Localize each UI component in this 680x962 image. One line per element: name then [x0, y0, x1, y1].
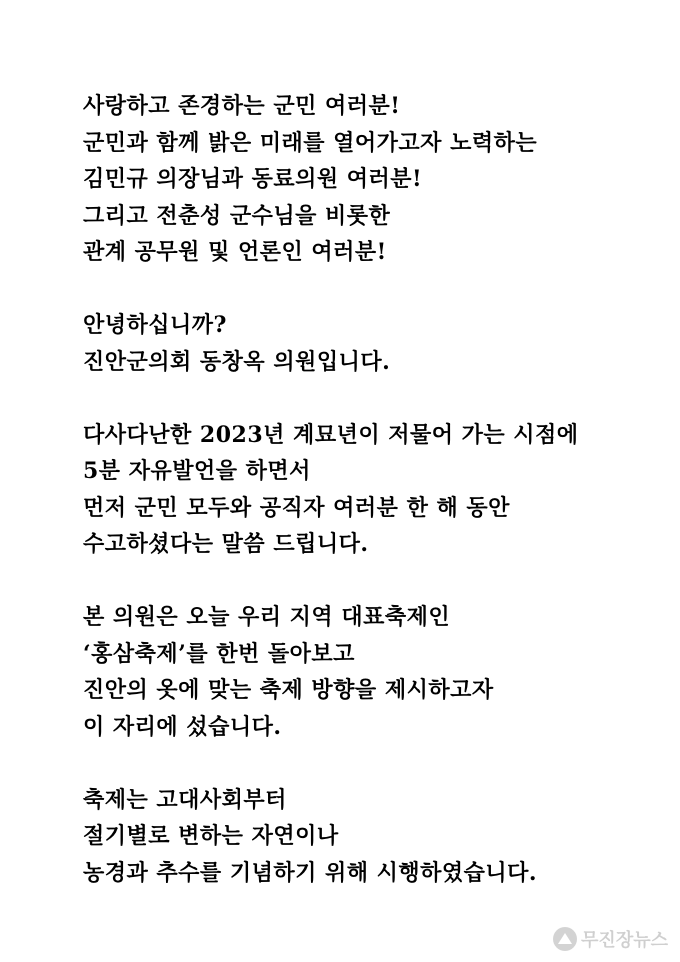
text-line: 사랑하고 존경하는 군민 여러분!	[83, 93, 401, 119]
text-line: 군민과 함께 밝은 미래를 열어가고자 노력하는	[83, 129, 538, 156]
text-line: 김민규 의장님과 동료의원 여러분!	[83, 166, 423, 192]
text-line: 본 의원은 오늘 우리 지역 대표축제인	[83, 604, 451, 630]
speech-document	[83, 88, 663, 891]
text-line: 5분 자유발언을 하면서	[83, 458, 311, 484]
text-line: 그리고 전춘성 군수님을 비롯한	[83, 202, 391, 229]
mountain-logo-icon	[553, 927, 577, 951]
text-line: 이 자리에 섰습니다.	[83, 713, 282, 740]
text-line: 농경과 추수를 기념하기 위해 시행하였습니다.	[83, 859, 538, 886]
paragraph-gap	[83, 563, 663, 600]
paragraph-gap	[83, 271, 663, 308]
text-line: 수고하셨다는 말씀 드립니다.	[83, 531, 369, 557]
text-line: 다사다난한 2023년 계묘년이 저물어 가는 시점에	[83, 421, 579, 448]
text-line: ‘홍삼축제’를 한번 돌아보고	[83, 640, 355, 667]
text-line: 먼저 군민 모두와 공직자 여러분 한 해 동안	[83, 494, 510, 521]
text-line: 축제는 고대사회부터	[83, 786, 287, 813]
watermark	[553, 926, 668, 952]
watermark-text: 무진장뉴스	[581, 930, 668, 951]
paragraph-gap	[83, 745, 663, 782]
text-line: 절기별로 변하는 자연이나	[83, 823, 339, 849]
paragraph-gap	[83, 380, 663, 417]
text-line: 진안의 옷에 맞는 축제 방향을 제시하고자	[83, 677, 494, 703]
text-line: 관계 공무원 및 언론인 여러분!	[83, 239, 387, 265]
text-line: 안녕하십니까?	[83, 312, 227, 338]
text-line: 진안군의회 동창옥 의원입니다.	[83, 348, 391, 375]
